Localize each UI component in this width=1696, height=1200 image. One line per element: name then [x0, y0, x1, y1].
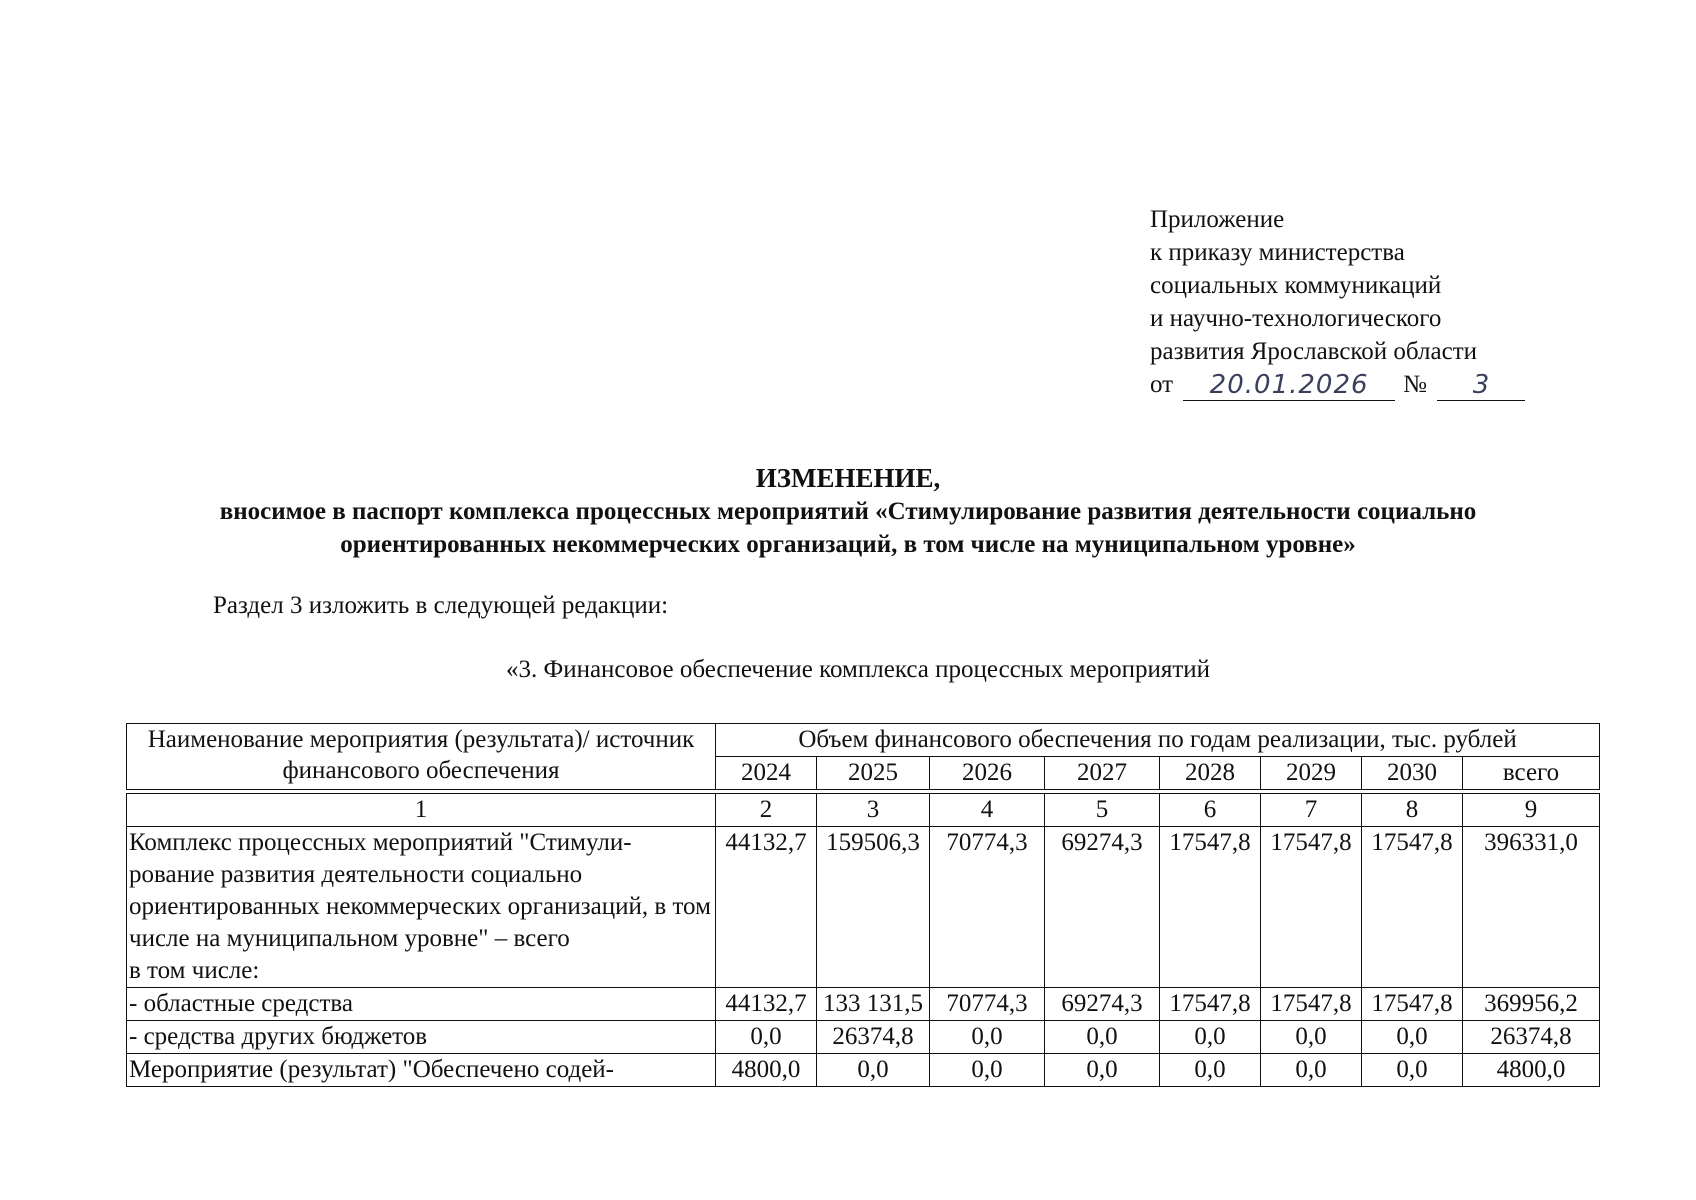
order-number-handwritten: 3: [1437, 370, 1525, 401]
instruction-text: Раздел 3 изложить в следующей редакции:: [213, 592, 669, 619]
row-name: - областные средства: [127, 988, 716, 1021]
value-cell: 69274,3: [1045, 827, 1160, 988]
column-number: 6: [1160, 794, 1261, 827]
column-number-row: [127, 794, 1600, 827]
appendix-block: [1150, 203, 1525, 401]
column-number: 1: [127, 794, 716, 827]
appendix-line: Приложение: [1150, 206, 1285, 233]
title-heading: ИЗМЕНЕНИЕ,: [755, 463, 941, 493]
value-cell: 44132,7: [716, 988, 817, 1021]
value-cell: 17547,8: [1261, 988, 1362, 1021]
column-number: 5: [1045, 794, 1160, 827]
value-cell: 0,0: [1045, 1054, 1160, 1087]
table-row: [127, 1054, 1600, 1087]
value-cell: 17547,8: [1261, 827, 1362, 988]
value-cell: 17547,8: [1362, 988, 1463, 1021]
header-year: 2026: [930, 757, 1045, 790]
header-year: 2028: [1160, 757, 1261, 790]
table-row: [127, 1021, 1600, 1054]
total-cell: 369956,2: [1463, 988, 1600, 1021]
value-cell: 0,0: [1160, 1054, 1261, 1087]
value-cell: 17547,8: [1160, 827, 1261, 988]
header-year: 2030: [1362, 757, 1463, 790]
column-number: 2: [716, 794, 817, 827]
table-row: [127, 988, 1600, 1021]
column-number: 7: [1261, 794, 1362, 827]
header-year: 2029: [1261, 757, 1362, 790]
column-number: 9: [1463, 794, 1600, 827]
value-cell: 0,0: [1362, 1054, 1463, 1087]
value-cell: 159506,3: [817, 827, 930, 988]
total-cell: 396331,0: [1463, 827, 1600, 988]
column-number: 4: [930, 794, 1045, 827]
value-cell: 0,0: [1261, 1021, 1362, 1054]
row-name: Мероприятие (результат) "Обеспечено содей-: [127, 1054, 716, 1087]
appendix-line: к приказу министерства: [1150, 239, 1405, 266]
appendix-line: социальных коммуникаций: [1150, 272, 1442, 299]
appendix-line: развития Ярославской области: [1150, 338, 1478, 365]
header-activity-name: Наименование мероприятия (результата)/ источник финансового обеспечения: [127, 724, 716, 790]
value-cell: 133 131,5: [817, 988, 930, 1021]
value-cell: 4800,0: [716, 1054, 817, 1087]
header-year: 2027: [1045, 757, 1160, 790]
value-cell: 0,0: [1362, 1021, 1463, 1054]
value-cell: 0,0: [1160, 1021, 1261, 1054]
row-name-extra: в том числе:: [129, 957, 260, 984]
number-label: №: [1403, 371, 1427, 398]
table-row: [127, 827, 1600, 988]
value-cell: 17547,8: [1160, 988, 1261, 1021]
value-cell: 0,0: [1045, 1021, 1160, 1054]
row-name: Комплекс процессных мероприятий "Стимули-рование развития деятельности социально ориентированных некоммерческих организаций, в том числе на муниципальном уровне" – всего: [129, 829, 711, 952]
value-cell: 0,0: [930, 1021, 1045, 1054]
header-year: 2025: [817, 757, 930, 790]
value-cell: 70774,3: [930, 827, 1045, 988]
column-number: 8: [1362, 794, 1463, 827]
value-cell: 44132,7: [716, 827, 817, 988]
value-cell: 26374,8: [817, 1021, 930, 1054]
value-cell: 0,0: [930, 1054, 1045, 1087]
appendix-line: и научно-технологического: [1150, 305, 1442, 332]
total-cell: 4800,0: [1463, 1054, 1600, 1087]
header-total: всего: [1463, 757, 1600, 790]
title-line: вносимое в паспорт комплекса процессных мероприятий «Стимулирование развития деятельности социально: [219, 498, 1477, 525]
row-name: - средства других бюджетов: [127, 1021, 716, 1054]
order-date-handwritten: 20.01.2026: [1183, 370, 1395, 401]
value-cell: 70774,3: [930, 988, 1045, 1021]
value-cell: 69274,3: [1045, 988, 1160, 1021]
value-cell: 17547,8: [1362, 827, 1463, 988]
value-cell: 0,0: [716, 1021, 817, 1054]
financing-table: [126, 723, 1600, 1087]
from-label: от: [1150, 371, 1174, 398]
section-title: «3. Финансовое обеспечение комплекса процессных мероприятий: [505, 656, 1211, 683]
header-funding-volume: Объем финансового обеспечения по годам реализации, тыс. рублей: [716, 724, 1600, 757]
document-title: [0, 462, 1696, 561]
column-number: 3: [817, 794, 930, 827]
value-cell: 0,0: [817, 1054, 930, 1087]
title-line: ориентированных некоммерческих организаций, в том числе на муниципальном уровне»: [340, 531, 1356, 558]
header-year: 2024: [716, 757, 817, 790]
row-name-cell: [127, 827, 716, 988]
value-cell: 0,0: [1261, 1054, 1362, 1087]
order-signature-row: [1150, 368, 1525, 401]
total-cell: 26374,8: [1463, 1021, 1600, 1054]
